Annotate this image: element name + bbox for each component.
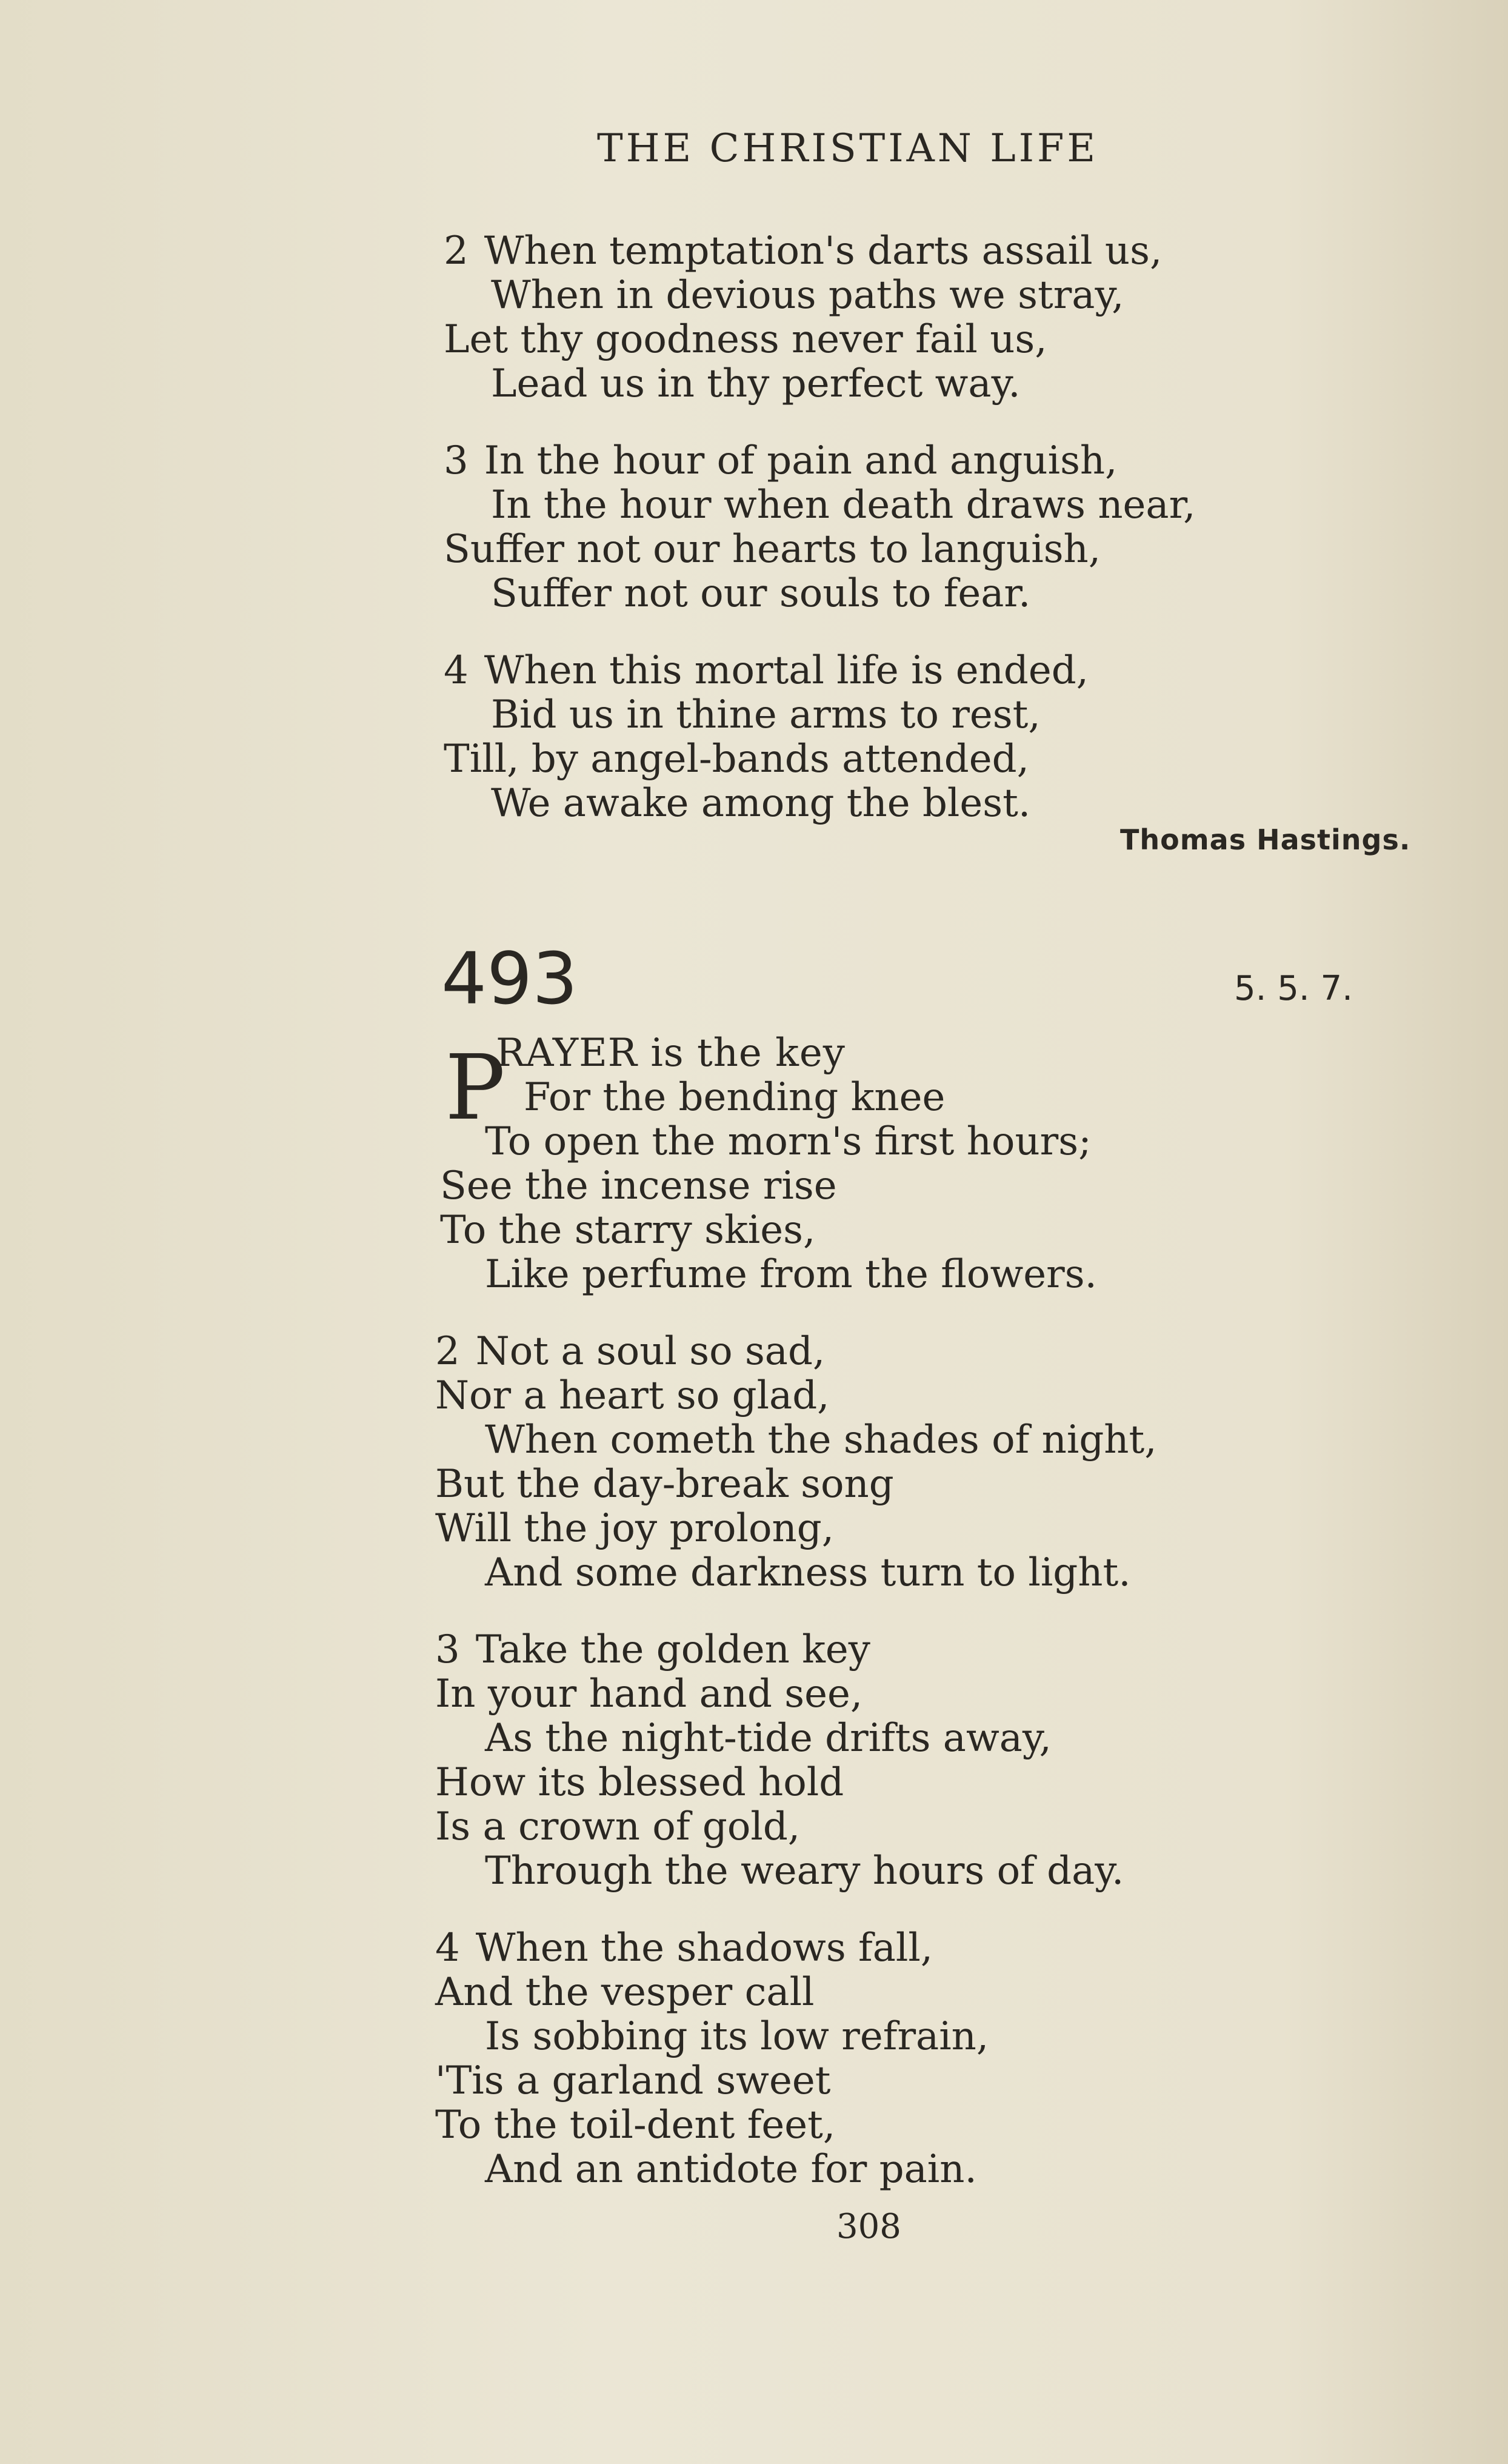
stanza-line: Is a crown of gold, [435, 1804, 801, 1849]
stanza-line: But the day-break song [435, 1462, 894, 1507]
stanza-number: 2 [444, 229, 469, 273]
stanza-line: Let thy goodness never fail us, [444, 317, 1047, 362]
stanza-line: Is sobbing its low refrain, [485, 2014, 989, 2059]
stanza-line: 4 When the shadows fall, [435, 1926, 933, 1970]
stanza-line: Through the weary hours of day. [485, 1849, 1124, 1893]
hymn-number: 493 [441, 937, 578, 1020]
hymn-meter: 5. 5. 7. [1234, 969, 1353, 1008]
stanza-line: Will the joy prolong, [435, 1506, 835, 1551]
stanza-line: To the toil-dent feet, [435, 2103, 836, 2148]
stanza-line: See the incense rise [440, 1163, 837, 1208]
stanza-number: 3 [435, 1627, 460, 1672]
author-attribution: Thomas Hastings. [1120, 823, 1411, 856]
stanza-line: When cometh the shades of night, [485, 1418, 1157, 1462]
stanza-number: 3 [444, 438, 469, 483]
drop-cap: P [445, 1036, 505, 1140]
stanza-line: Like perfume from the flowers. [485, 1252, 1097, 1297]
stanza-line: We awake among the blest. [491, 781, 1031, 826]
stanza-line: For the bending knee [524, 1075, 946, 1120]
stanza-line: 3 Take the golden key [435, 1627, 870, 1672]
stanza-line: And an antidote for pain. [485, 2147, 977, 2192]
stanza-line: How its blessed hold [435, 1760, 844, 1805]
stanza-line: 2 When temptation's darts assail us, [444, 229, 1163, 273]
running-header: THE CHRISTIAN LIFE [597, 126, 1099, 171]
stanza-line: 'Tis a garland sweet [435, 2058, 831, 2103]
stanza-line: Suffer not our hearts to languish, [444, 527, 1101, 572]
stanza-line: 4 When this mortal life is ended, [444, 648, 1089, 693]
stanza-line: Nor a heart so glad, [435, 1373, 830, 1418]
stanza-line: When in devious paths we stray, [491, 273, 1124, 318]
stanza-number: 4 [435, 1926, 460, 1970]
stanza-number: 4 [444, 648, 469, 693]
stanza-number: 2 [435, 1329, 460, 1374]
stanza-line: In your hand and see, [435, 1672, 863, 1716]
stanza-line: RAYER is the key [496, 1031, 846, 1076]
stanza-line: Till, by angel-bands attended, [444, 737, 1029, 782]
stanza-line: Lead us in thy perfect way. [491, 361, 1021, 406]
stanza-line: 2 Not a soul so sad, [435, 1329, 826, 1374]
stanza-line: 3 In the hour of pain and anguish, [444, 438, 1118, 483]
stanza-line: Suffer not our souls to fear. [491, 571, 1031, 616]
stanza-line: As the night-tide drifts away, [485, 1716, 1052, 1761]
stanza-line: To the starry skies, [440, 1208, 816, 1253]
stanza-line: And the vesper call [435, 1970, 815, 2015]
stanza-line: And some darkness turn to light. [485, 1550, 1131, 1595]
stanza-line: Bid us in thine arms to rest, [491, 692, 1041, 737]
page-number: 308 [836, 2207, 901, 2246]
stanza-line: To open the morn's first hours; [485, 1119, 1092, 1164]
stanza-line: In the hour when death draws near, [491, 483, 1196, 527]
